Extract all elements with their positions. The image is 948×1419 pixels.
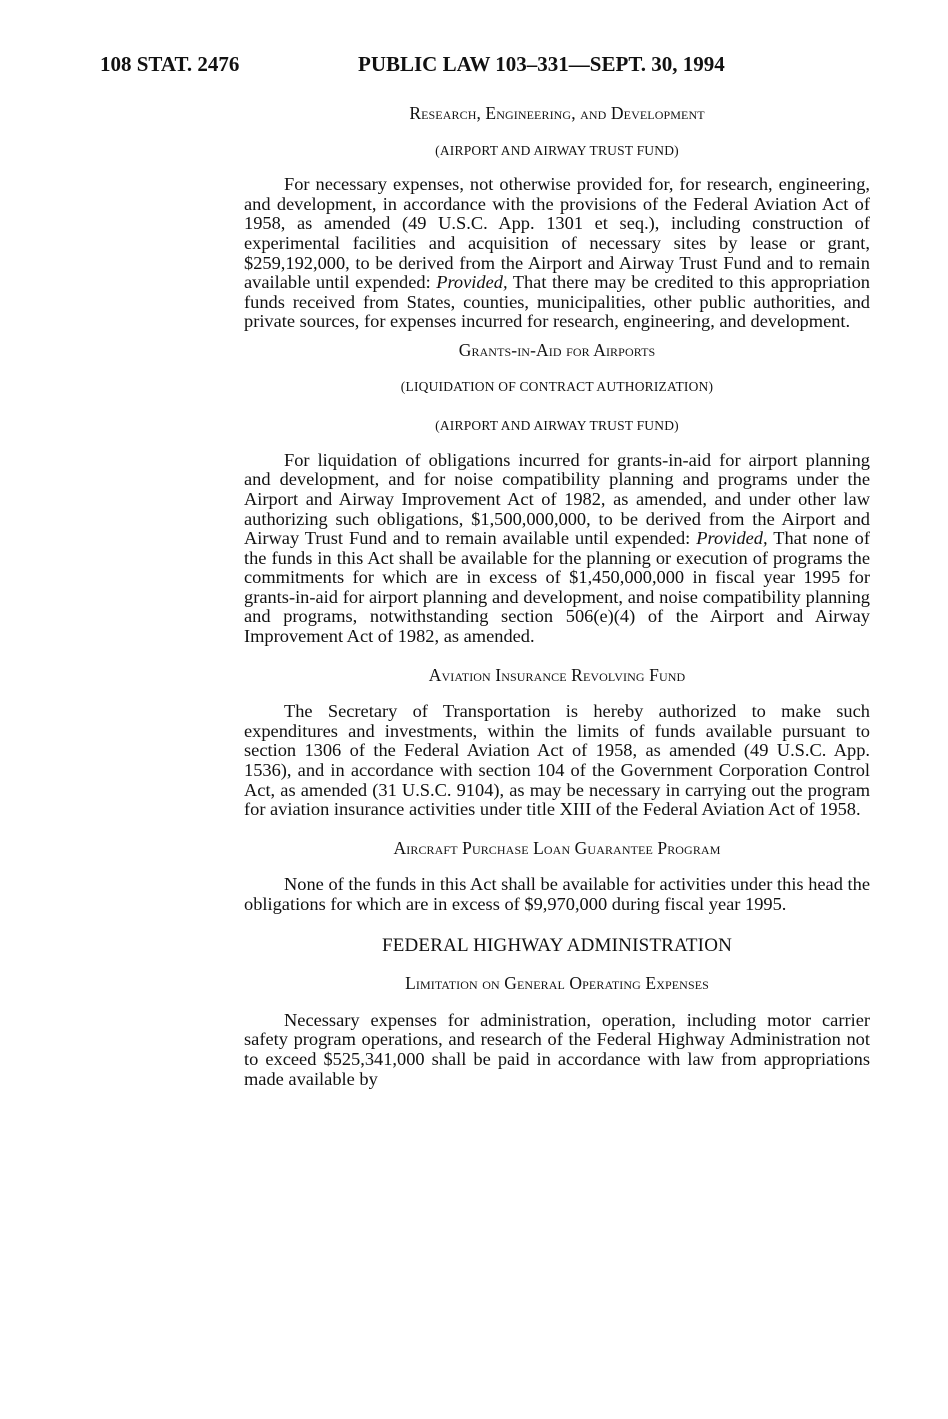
- section-heading-aircraft-loan: Aircraft Purchase Loan Guarantee Program: [393, 837, 721, 858]
- page-header: [100, 52, 780, 92]
- paragraph-operating-expenses: Necessary expenses for administration, operation, including motor carrier safety program operations, and research of the Federal Highway Administration not to exceed $525,341,000 shall be paid in accordance with law from appropriations made available by: [244, 1009, 870, 1089]
- paragraph-research-text-2: That there may be credited to this appropriation funds received from States, counties, municipalities, other public authorities, and private sources, for expenses incurred for research, engineering, and development.: [244, 272, 870, 332]
- paragraph-grants: [244, 451, 870, 647]
- paragraph-aircraft-loan: None of the funds in this Act shall be available for activities under this head the obligations for which are in excess of $9,970,000 during fiscal year 1995.: [244, 874, 870, 914]
- public-law-title: PUBLIC LAW 103–331—SEPT. 30, 1994: [358, 52, 725, 76]
- stat-page-number: 108 STAT. 2476: [100, 52, 240, 76]
- proviso-label: Provided,: [436, 272, 508, 293]
- proviso-label: Provided,: [696, 528, 768, 549]
- paragraph-research-text-1: For necessary expenses, not otherwise provided for, for research, engineering, and development, in accordance with the provisions of the Federal Aviation Act of 1958, as amended (49 U.S.C. App. 1301 et seq.), including construction of experimental facilities and acquisition of necessary sites by lease or grant, $259,192,000, to be derived from the Airport and Airway Trust Fund and to remain available until expended:: [244, 174, 870, 293]
- paragraph-insurance: The Secretary of Transportation is hereby authorized to make such expenditures and investments, within the limits of funds available pursuant to section 1306 of the Federal Aviation Act of 1958, as amended (49 U.S.C. App. 1536), and in accordance with section 104 of the Government Corporation Control Act, as amended (31 U.S.C. 9104), as may be necessary in carrying out the program for aviation insurance activities under title XIII of the Federal Aviation Act of 1958.: [244, 701, 870, 820]
- agency-heading-fhwa: FEDERAL HIGHWAY ADMINISTRATION: [381, 934, 733, 956]
- paragraph-grants-text-1: For liquidation of obligations incurred for grants-in-aid for airport planning and development, and for noise compatibility planning and programs under the Airport and Airway Improvement Act of 1982, as amended, and under other law authorizing such obligations, $1,500,000,000, to be derived from the Airport and Airway Trust Fund and to remain available until expended:: [244, 449, 870, 549]
- section-heading-research: Research, Engineering, and Development: [409, 103, 705, 123]
- section-heading-insurance: Aviation Insurance Revolving Fund: [428, 664, 686, 685]
- paragraph-grants-text-2: That none of the funds in this Act shall be available for the planning or execution of programs the commitments for which are in excess of $1,450,000,000 in fiscal year 1995 for grants-in-aid for airport planning and development, and noise compatibility planning and programs, notwithstanding section 506(e)(4) of the Airport and Airway Improvement Act of 1982, as amended.: [244, 528, 870, 647]
- section-subheading-trust-fund: (AIRPORT AND AIRWAY TRUST FUND): [435, 418, 679, 434]
- paragraph-research: [244, 175, 870, 332]
- section-heading-grants: Grants-in-Aid for Airports: [458, 339, 656, 360]
- section-subheading-trust-fund: (AIRPORT AND AIRWAY TRUST FUND): [435, 142, 679, 158]
- section-heading-operating-expenses: Limitation on General Operating Expenses: [405, 973, 709, 994]
- section-subheading-liquidation: (LIQUIDATION OF CONTRACT AUTHORIZATION): [400, 378, 714, 394]
- document-body: [244, 100, 870, 1089]
